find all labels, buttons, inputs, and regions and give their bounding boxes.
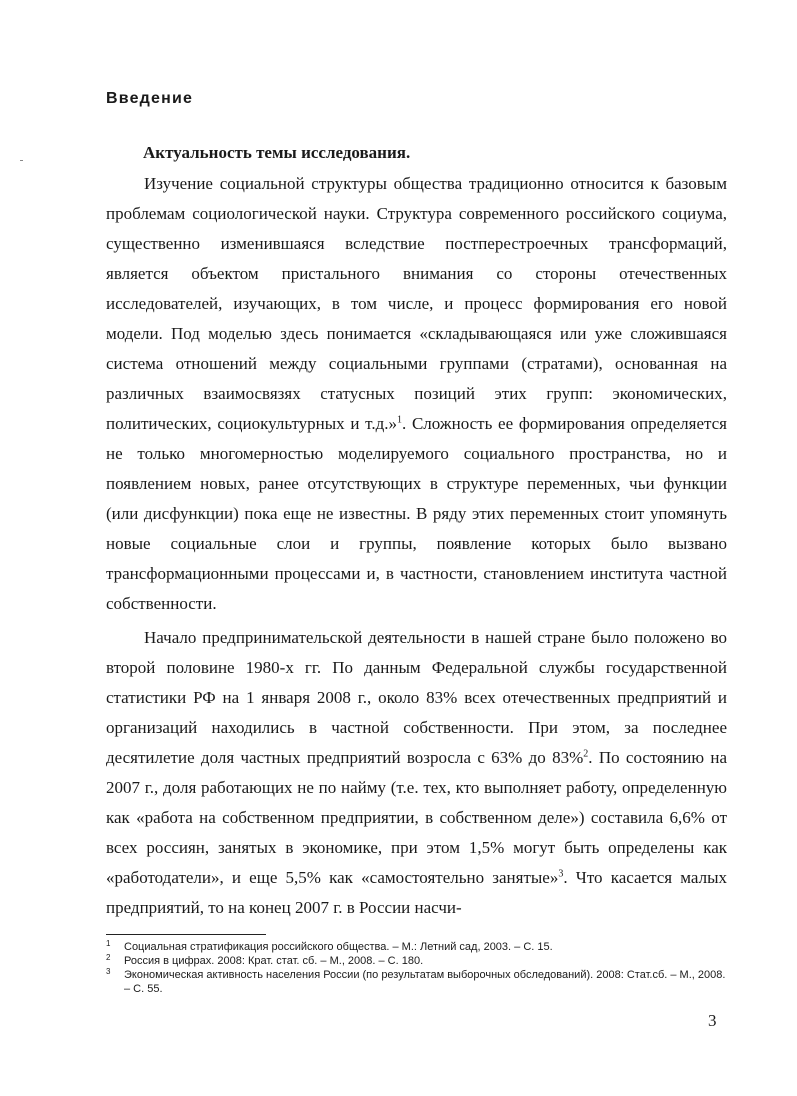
footnotes (106, 940, 727, 996)
paragraph-1-text-b: . Сложность ее формирования определяется не только многомерностью моделируемого социального пространства, но и появлением новых, ранее отсутствующих в структуре переменных, чьи функции (или дисфункции) пока еще не известны. В ряду этих переменных стоит упомянуть новые социальные слои и группы, появление которых было вызвано трансформационными процессами и, в частности, становлением института частной собственности. (106, 414, 727, 613)
footnote-ref-3: 3 (558, 868, 564, 880)
footnote-ref-1: 1 (397, 414, 402, 426)
footnote-1-text: Социальная стратификация российского общества. – М.: Летний сад, 2003. – С. 15. (124, 941, 553, 953)
paragraph-1-text-a: Изучение социальной структуры общества традиционно относится к базовым проблемам социологической науки. Структура современного российского социума, существенно изменившаяся вследствие постперестроечных трансформаций, является объектом пристального внимания со стороны отечественных исследователей, изучающих, в том числе, и процесс формирования его новой модели. Под моделью здесь понимается «складывающаяся или уже сложившаяся система отношений между социальными группами (стратами), основанная на различных взаимосвязях статусных позиций этих групп: экономических, политических, социокультурных и т.д.» (106, 174, 727, 433)
paragraph-2 (106, 623, 727, 923)
footnote-3 (106, 968, 727, 996)
subsection-heading: Актуальность темы исследования. (143, 143, 411, 162)
footnote-1-number: 1 (106, 939, 111, 948)
footnote-ref-2: 2 (583, 748, 589, 760)
section-heading: Введение (106, 90, 194, 107)
footnote-3-number: 3 (106, 967, 111, 976)
paragraph-2-text-a: Начало предпринимательской деятельности в нашей стране было положено во второй половине 1980-х гг. По данным Федеральной службы государственной статистики РФ на 1 января 2008 г., около 83% всех отечественных предприятий и организаций находились в частной собственности. При этом, за последнее десятилетие доля частных предприятий возросла с 63% до 83% (106, 628, 727, 767)
footnote-2-number: 2 (106, 953, 111, 962)
footnote-1 (106, 940, 727, 954)
scan-speck (20, 160, 23, 161)
footnote-3-text: Экономическая активность населения России (по результатам выборочных обследований). 2008: Стат.сб. – М., 2008. – С. 55. (124, 969, 726, 995)
paragraph-2-text-c: . Что касается малых предприятий, то на конец 2007 г. в России насчи- (106, 868, 727, 917)
footnote-separator (106, 934, 266, 935)
body-text (106, 169, 727, 927)
footnote-2 (106, 954, 727, 968)
paragraph-2-text-b: . По состоянию на 2007 г., доля работающих не по найму (т.е. тех, кто выполняет работу, определенную как «работа на собственном предприятии, в собственном деле») составила 6,6% от всех россиян, занятых в экономике, при этом 1,5% могут быть определены как «работодатели», и еще 5,5% как «самостоятельно занятые» (106, 748, 727, 887)
page-number: 3 (708, 1011, 717, 1030)
paragraph-1 (106, 169, 727, 619)
footnote-2-text: Россия в цифрах. 2008: Крат. стат. сб. – М., 2008. – С. 180. (124, 955, 424, 967)
